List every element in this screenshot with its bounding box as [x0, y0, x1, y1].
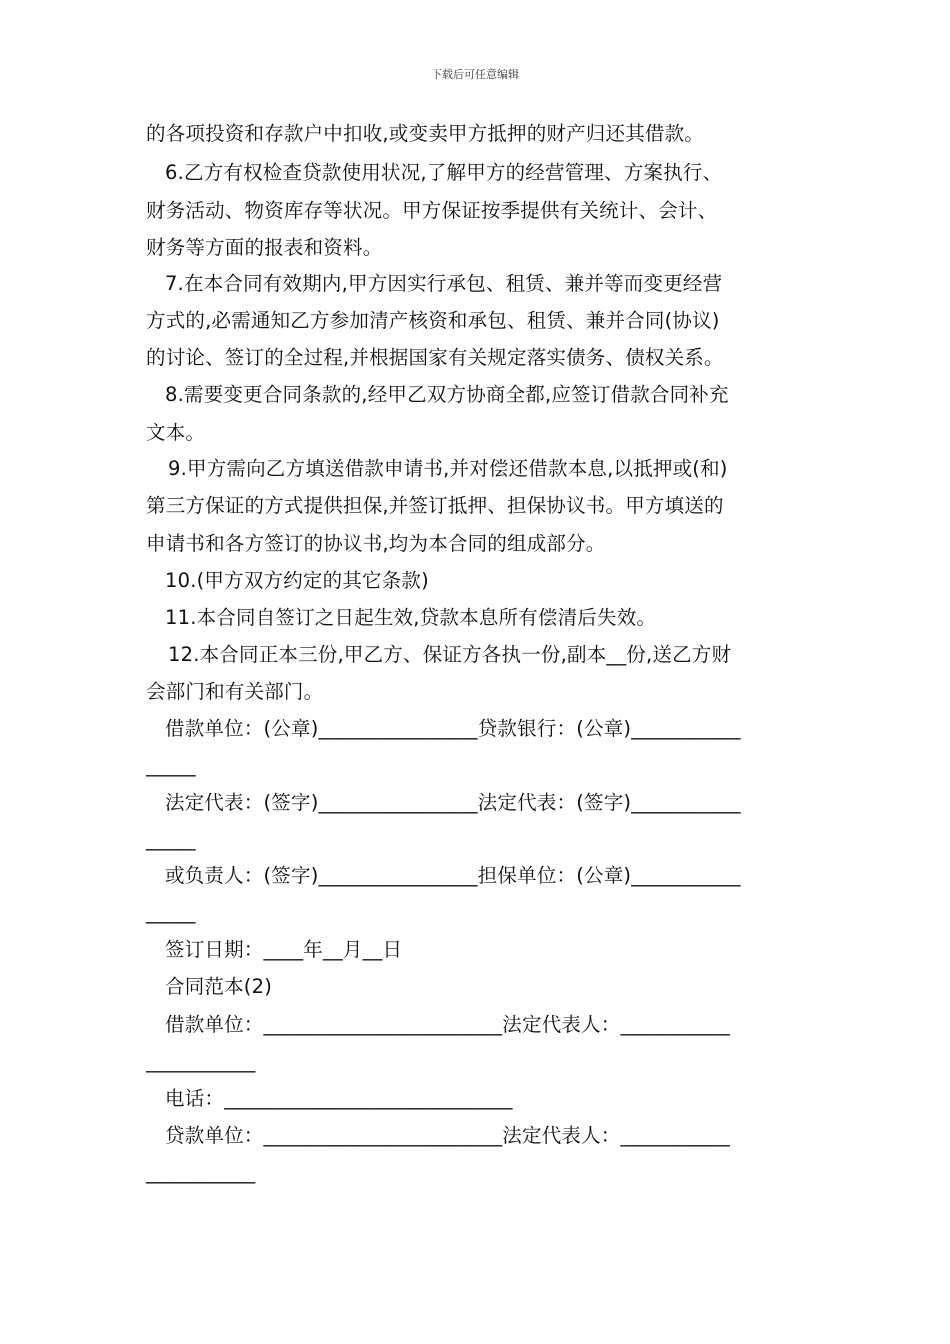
- field-continuation: ___________: [146, 1050, 256, 1073]
- text-line: 财务活动、物资库存等状况。甲方保证按季提供有关统计、会计、: [146, 199, 718, 222]
- text-line: 会部门和有关部门。: [146, 680, 324, 703]
- signing-date: 签订日期：____年__月__日: [165, 938, 403, 961]
- field-continuation: ___________: [146, 1161, 256, 1184]
- clause-11: 11.本合同自签订之日起生效,贷款本息所有偿清后失效。: [165, 606, 657, 629]
- text-line: 的各项投资和存款户中扣收,或变卖甲方抵押的财产归还其借款。: [146, 122, 704, 145]
- page-header: 下载后可任意编辑: [431, 68, 519, 81]
- section-title: 合同范本(2): [165, 975, 273, 998]
- text-line: 文本。: [146, 421, 206, 444]
- clause-7: 7.在本合同有效期内,甲方因实行承包、租赁、兼并等而变更经营: [165, 272, 723, 295]
- text-line: 财务等方面的报表和资料。: [146, 236, 383, 259]
- clause-10: 10.(甲方双方约定的其它条款): [165, 569, 429, 592]
- lender-field-line: 贷款单位：________________________法定代表人：___________: [165, 1124, 730, 1147]
- text-line: 申请书和各方签订的协议书,均为本合同的组成部分。: [146, 532, 606, 555]
- clause-9: 9.甲方需向乙方填送借款申请书,并对偿还借款本息,以抵押或(和): [168, 457, 728, 480]
- borrower-field-line: 借款单位：________________________法定代表人：___________: [165, 1013, 730, 1036]
- phone-field-line: 电话：_____________________________: [165, 1087, 513, 1110]
- clause-12: 12.本合同正本三份,甲乙方、保证方各执一份,副本__份,送乙方财: [168, 643, 732, 666]
- signature-continuation: _____: [146, 901, 196, 924]
- signature-continuation: _____: [146, 754, 196, 777]
- clause-8: 8.需要变更合同条款的,经甲乙双方协商全都,应签订借款合同补充: [165, 383, 729, 406]
- signature-guarantor-line: 或负责人：(签字)________________担保单位：(公章)___________: [165, 864, 741, 887]
- signature-representative-line: 法定代表：(签字)________________法定代表：(签字)___________: [165, 791, 741, 814]
- clause-6: 6.乙方有权检查贷款使用状况,了解甲方的经营管理、方案执行、: [165, 161, 723, 184]
- text-line: 的讨论、签订的全过程,并根据国家有关规定落实债务、债权关系。: [146, 346, 724, 369]
- signature-continuation: _____: [146, 828, 196, 851]
- text-line: 方式的,必需通知乙方参加清产核资和承包、租赁、兼并合同(协议): [146, 309, 720, 332]
- text-line: 第三方保证的方式提供担保,并签订抵押、担保协议书。甲方填送的: [146, 494, 724, 517]
- signature-borrower-line: 借款单位：(公章)________________贷款银行：(公章)___________: [165, 717, 741, 740]
